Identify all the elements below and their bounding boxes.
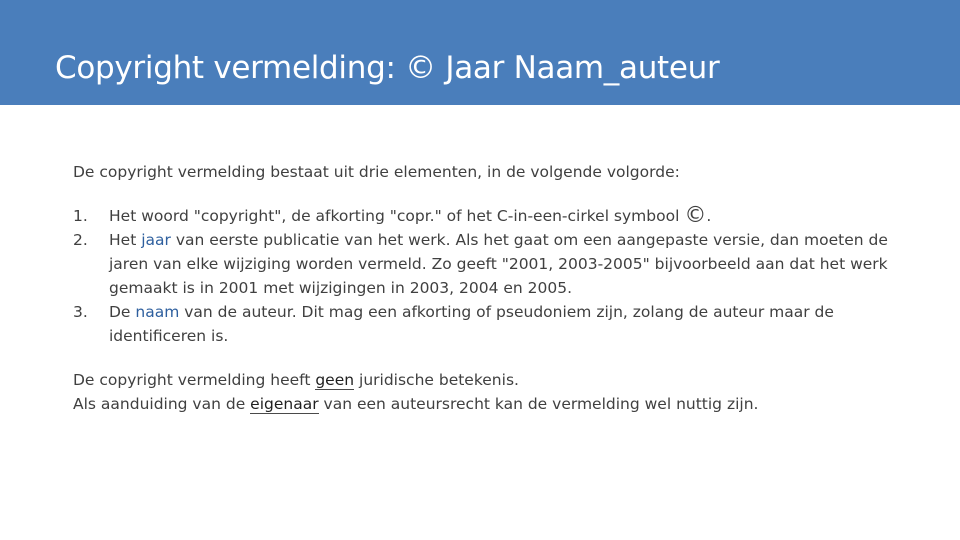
slide-content: [73, 160, 913, 416]
list-number: 3.: [73, 303, 88, 321]
title-bar: [0, 0, 960, 105]
list-item: [73, 204, 913, 228]
list-item-text: van eerste publicatie van het werk. Als het gaat om een aangepaste versie, dan moeten de jaren van elke wijziging worden vermeld. Zo geeft "2001, 2003-2005" bijvoorbeeld aan dat het werk gemaakt is in 2001 met wijzigingen in 2003, 2004 en 2005.: [109, 231, 888, 297]
list-number: 2.: [73, 231, 88, 249]
list-item: [73, 300, 913, 348]
keyword-naam: naam: [135, 303, 180, 321]
notes: [73, 368, 913, 416]
intro-text: De copyright vermelding bestaat uit drie elementen, in de volgende volgorde:: [73, 163, 680, 181]
list-item-prefix: Het: [109, 231, 142, 249]
note-legal-meaning: [73, 368, 913, 392]
highlight-eigenaar: eigenaar: [250, 395, 319, 413]
list-item-prefix: De: [109, 303, 136, 321]
copyright-symbol: ©: [684, 203, 707, 228]
list-item-suffix: .: [706, 207, 712, 225]
keyword-jaar: jaar: [141, 231, 171, 249]
note-text: van een auteursrecht kan de vermelding wel nuttig zijn.: [318, 395, 759, 413]
note-owner: [73, 392, 913, 416]
element-list: [73, 204, 913, 348]
note-text: De copyright vermelding heeft: [73, 371, 316, 389]
highlight-geen: geen: [315, 371, 355, 389]
note-text: juridische betekenis.: [354, 371, 519, 389]
list-number: 1.: [73, 207, 88, 225]
note-text: Als aanduiding van de: [73, 395, 251, 413]
list-item-text: Het woord "copyright", de afkorting "copr." of het C-in-een-cirkel symbool: [109, 207, 685, 225]
slide-title: Copyright vermelding: © Jaar Naam_auteur: [55, 50, 720, 86]
list-item: [73, 228, 913, 300]
list-item-text: van de auteur. Dit mag een afkorting of pseudoniem zijn, zolang de auteur maar de identificeren is.: [109, 303, 834, 345]
